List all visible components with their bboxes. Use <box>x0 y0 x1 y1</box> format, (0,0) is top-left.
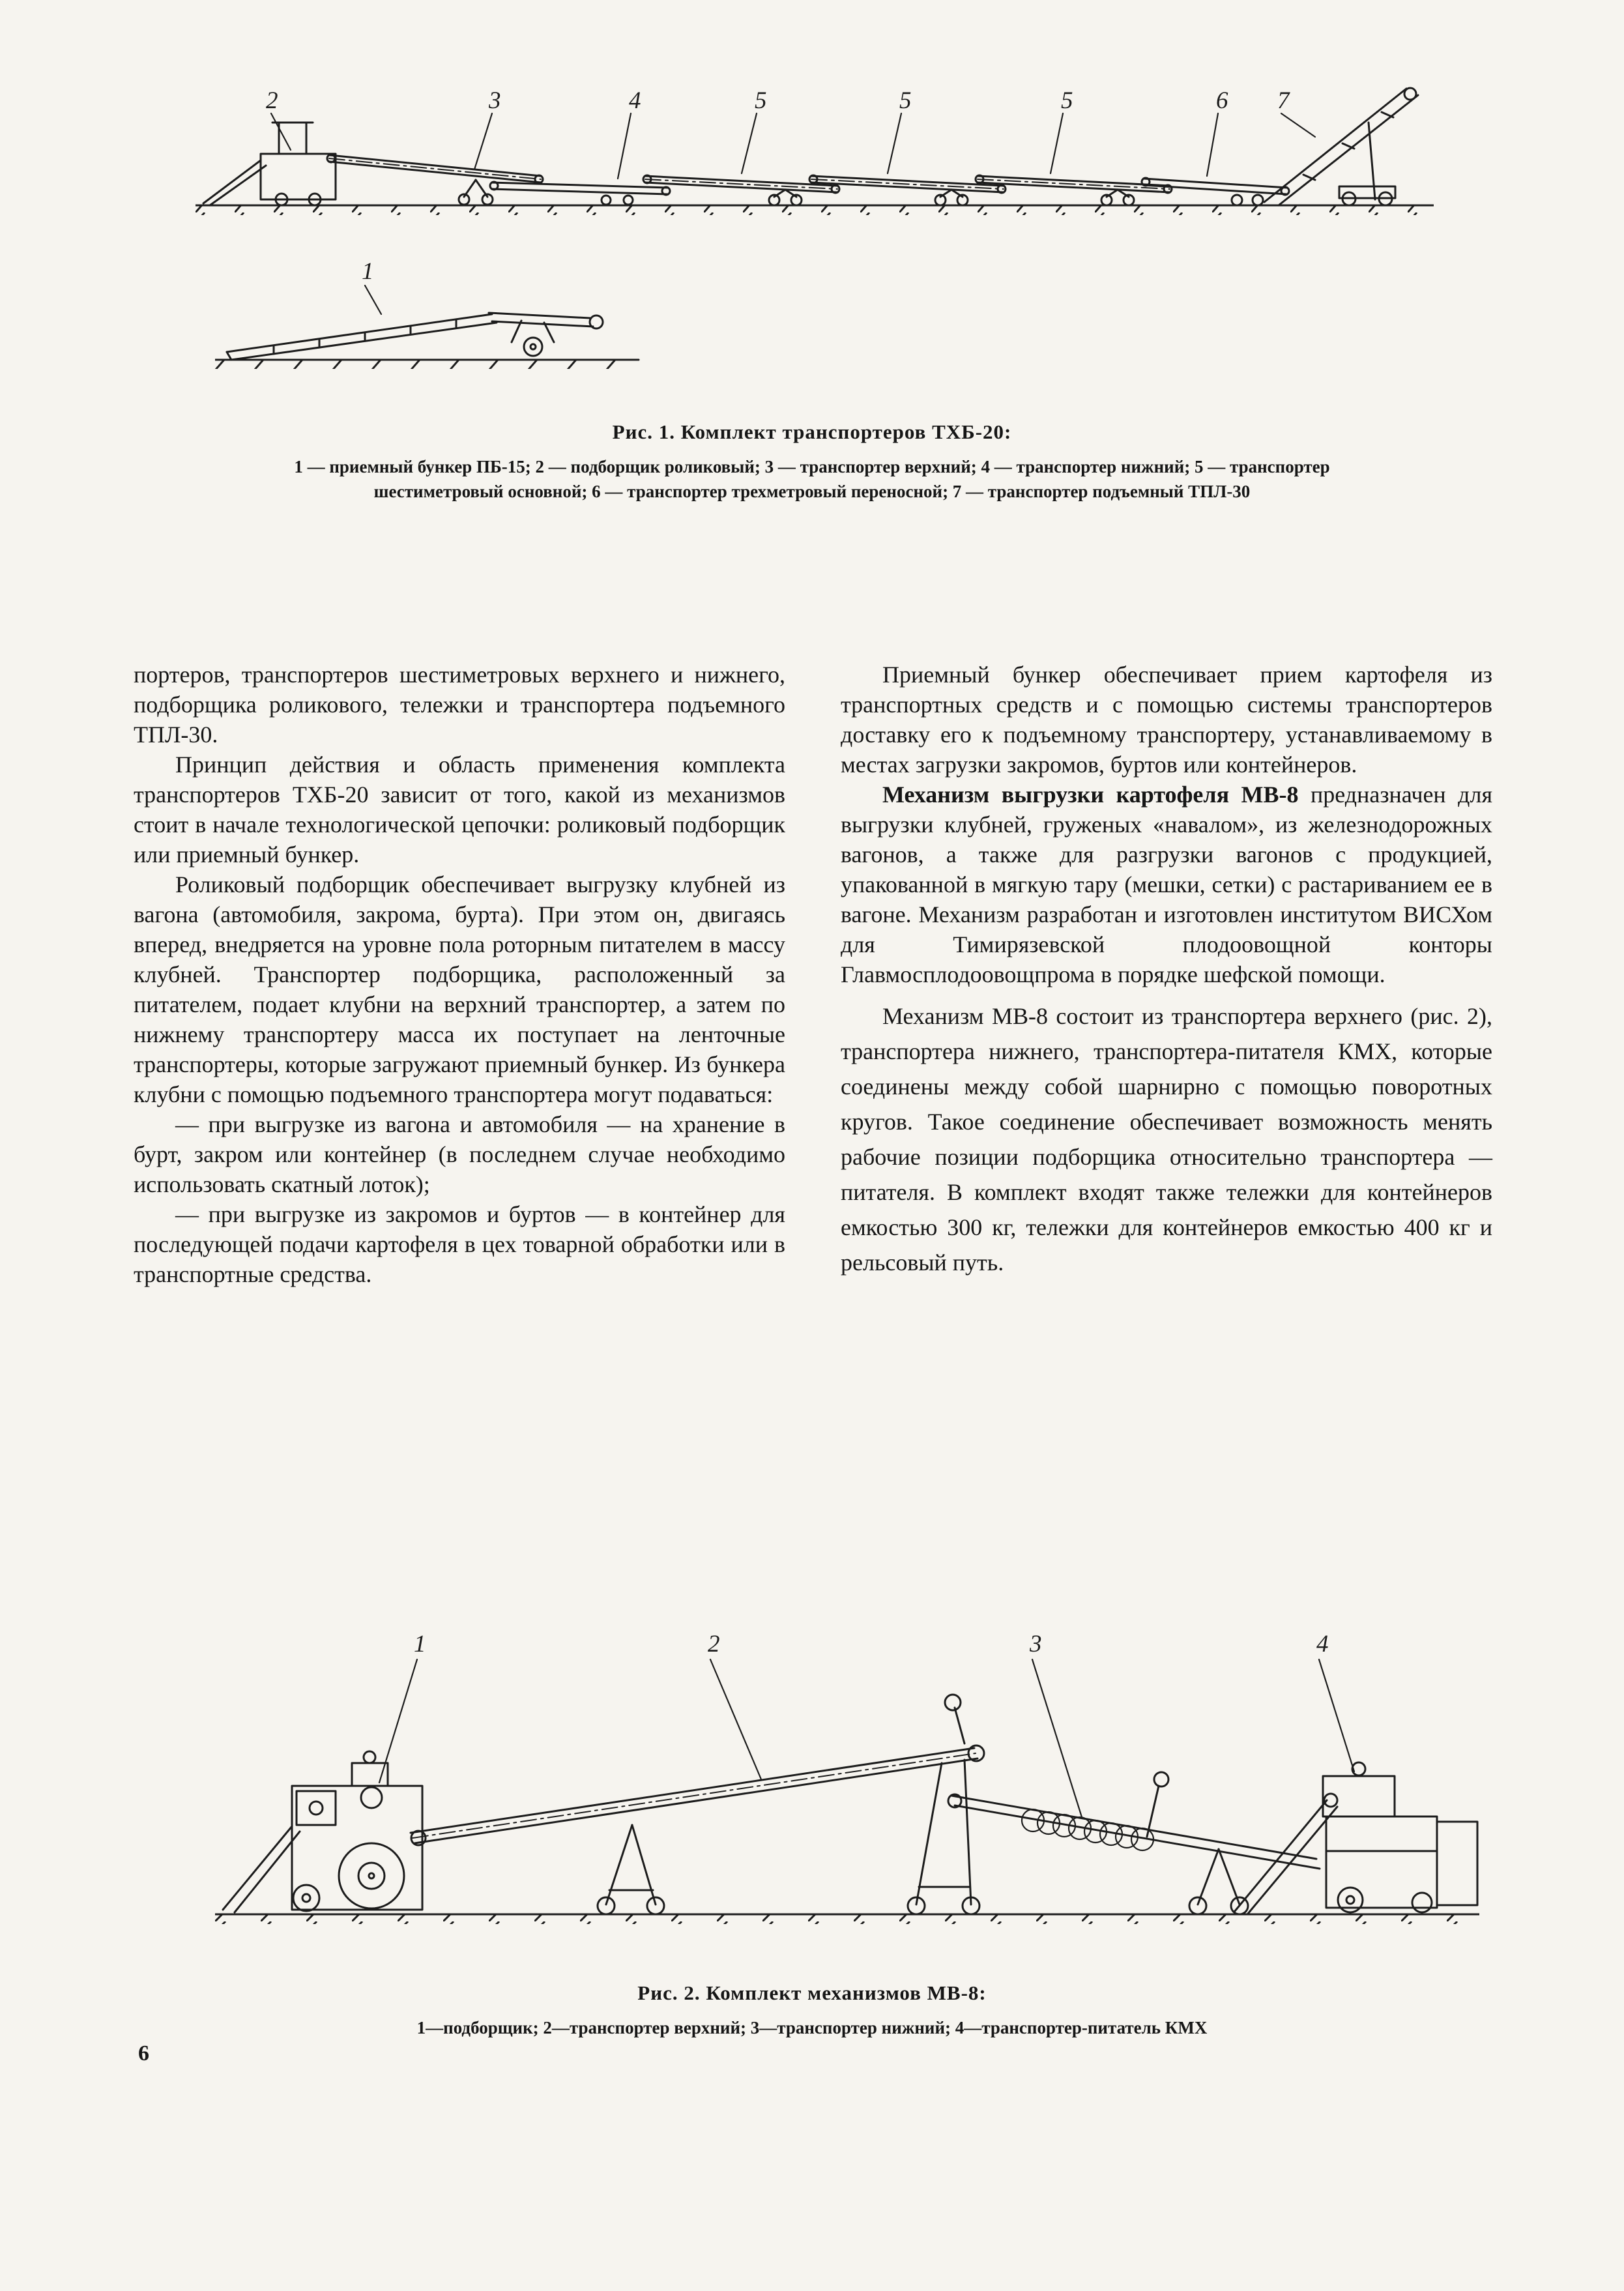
figure1-bunker-svg <box>215 255 671 373</box>
paragraph: Принцип действия и область применения комплекта транспортеров ТХБ-20 зависит от того, какой из механизмов стоит в начале технологической цепочки: роликовый подборщик или приемный бункер. <box>134 752 785 868</box>
figure1-part-label: 5 <box>755 87 767 114</box>
figure1-part-label: 5 <box>1061 87 1073 114</box>
upper-conveyor <box>327 154 543 205</box>
paragraph <box>841 999 1492 1280</box>
lower-conveyor <box>948 1772 1320 1914</box>
ground-line <box>215 1914 1479 1924</box>
paragraph <box>841 660 1492 780</box>
figure1-caption-title: Рис. 1. Комплект транспортеров ТХБ-20: <box>612 420 1012 443</box>
upper-conveyor-boom <box>411 1695 984 1914</box>
figure1-part-label: 3 <box>489 87 501 114</box>
paragraph-text: Механизм МВ-8 состоит из транспортера верхнего (рис. 2), транспортера нижнего, транспортера-питателя КМХ, которые соединены между собой шарнирно с помощью поворотных кругов. Такое соединение обеспечивает возможность менять рабочие позиции подборщика относительно транспортера — питателя. В комплект входят также тележки для контейнеров емкостью 300 кг, тележки для контейнеров емкостью 400 кг и рельсовый путь. <box>841 1003 1492 1276</box>
figure1-svg <box>196 77 1434 227</box>
figure2-part-label: 1 <box>414 1631 426 1657</box>
figure1-part-label: 6 <box>1216 87 1228 114</box>
paragraph-text: предназначен для выгрузки клубней, груженых «навалом», из железнодорожных вагонов, а также для разгрузки вагонов с продукцией, упакованной в мягкую тару (мешки, сетки) с растариванием ее в вагоне. Механизм разработан и изготовлен институтом ВИСХом для Тимирязевской плодоовощной конторы Главмосплодоовощпрома в порядке шефской помощи. <box>841 781 1492 987</box>
paragraph-lead: Механизм выгрузки картофеля МВ-8 <box>882 781 1299 808</box>
figure2-caption-legend: 1—подборщик; 2—транспортер верхний; 3—транспортер нижний; 4—транспортер-питатель КМХ <box>416 2018 1208 2037</box>
left-column <box>134 660 785 1289</box>
figure1-part-label: 4 <box>629 87 641 114</box>
figure2-drawing <box>215 1629 1479 1929</box>
feeder-machine <box>1235 1762 1477 1914</box>
roller-pickup-machine <box>203 123 336 205</box>
paragraph: — при выгрузке из закромов и буртов — в контейнер для последующей подачи картофеля в цех товарной обработки или в транспортные средства. <box>134 1201 785 1287</box>
receiving-bunker <box>227 313 603 360</box>
figure1-bunker-label <box>362 258 381 314</box>
paragraph-text: Приемный бункер обеспечивает прием картофеля из транспортных средств и с помощью системы транспортеров доставку его к подъемному транспортеру, устанавливаемому в местах загрузки закромов, буртов или контейнеров. <box>841 662 1492 778</box>
figure2-part-label: 3 <box>1030 1631 1042 1657</box>
paragraph: — при выгрузке из вагона и автомобиля — на хранение в бурт, закром или контейнер (в последнем случае необходимо использовать скатный лоток); <box>134 1111 785 1197</box>
figure1-part-label: 2 <box>266 87 278 114</box>
paragraph <box>841 780 1492 989</box>
figure2-caption-title: Рис. 2. Комплект механизмов МВ-8: <box>637 1981 987 2004</box>
figure1-part-label: 1 <box>362 258 374 285</box>
ground-line <box>196 205 1434 215</box>
figure2-svg <box>215 1629 1479 1929</box>
figure1-caption-legend: 1 — приемный бункер ПБ-15; 2 — подборщик роликовый; 3 — транспортер верхний; 4 — транспортер нижний; 5 — транспортер шестиметровый основной; 6 — транспортер трехметровый переносной; 7 — транспортер подъемный ТПЛ-30 <box>294 457 1330 501</box>
right-column <box>841 660 1492 1280</box>
figure1-drawing <box>196 77 1434 227</box>
figure1-caption <box>0 420 1624 504</box>
page-number: 6 <box>138 2041 149 2065</box>
lower-conveyor <box>490 182 670 205</box>
figure2-part-label: 2 <box>708 1631 720 1657</box>
figure2-part-labels <box>379 1631 1354 1817</box>
figure1-part-label: 5 <box>899 87 912 114</box>
figure1-bunker-drawing <box>215 255 671 373</box>
spring-coil <box>1022 1809 1153 1850</box>
ground-line <box>215 360 639 369</box>
paragraph: Роликовый подборщик обеспечивает выгрузку клубней из вагона (автомобиля, закрома, бурта). При этом он, двигаясь вперед, внедряется на уровне пола роторным питателем в массу клубней. Транспортер подборщика, расположенный за питателем, подает клубни на верхний транспортер, а затем по нижнему транспортеру масса их поступает на ленточные транспортеры, которые загружают приемный бункер. Из бункера клубни с помощью подъемного транспортера могут подаваться: <box>134 871 785 1107</box>
figure2-part-label: 4 <box>1316 1631 1329 1657</box>
pickup-machine <box>223 1751 422 1912</box>
paragraph: портеров, транспортеров шестиметровых верхнего и нижнего, подборщика роликового, тележки и транспортера подъемного ТПЛ-30. <box>134 662 785 748</box>
figure1-part-label: 7 <box>1277 87 1290 114</box>
figure2-caption <box>0 1981 1624 2040</box>
